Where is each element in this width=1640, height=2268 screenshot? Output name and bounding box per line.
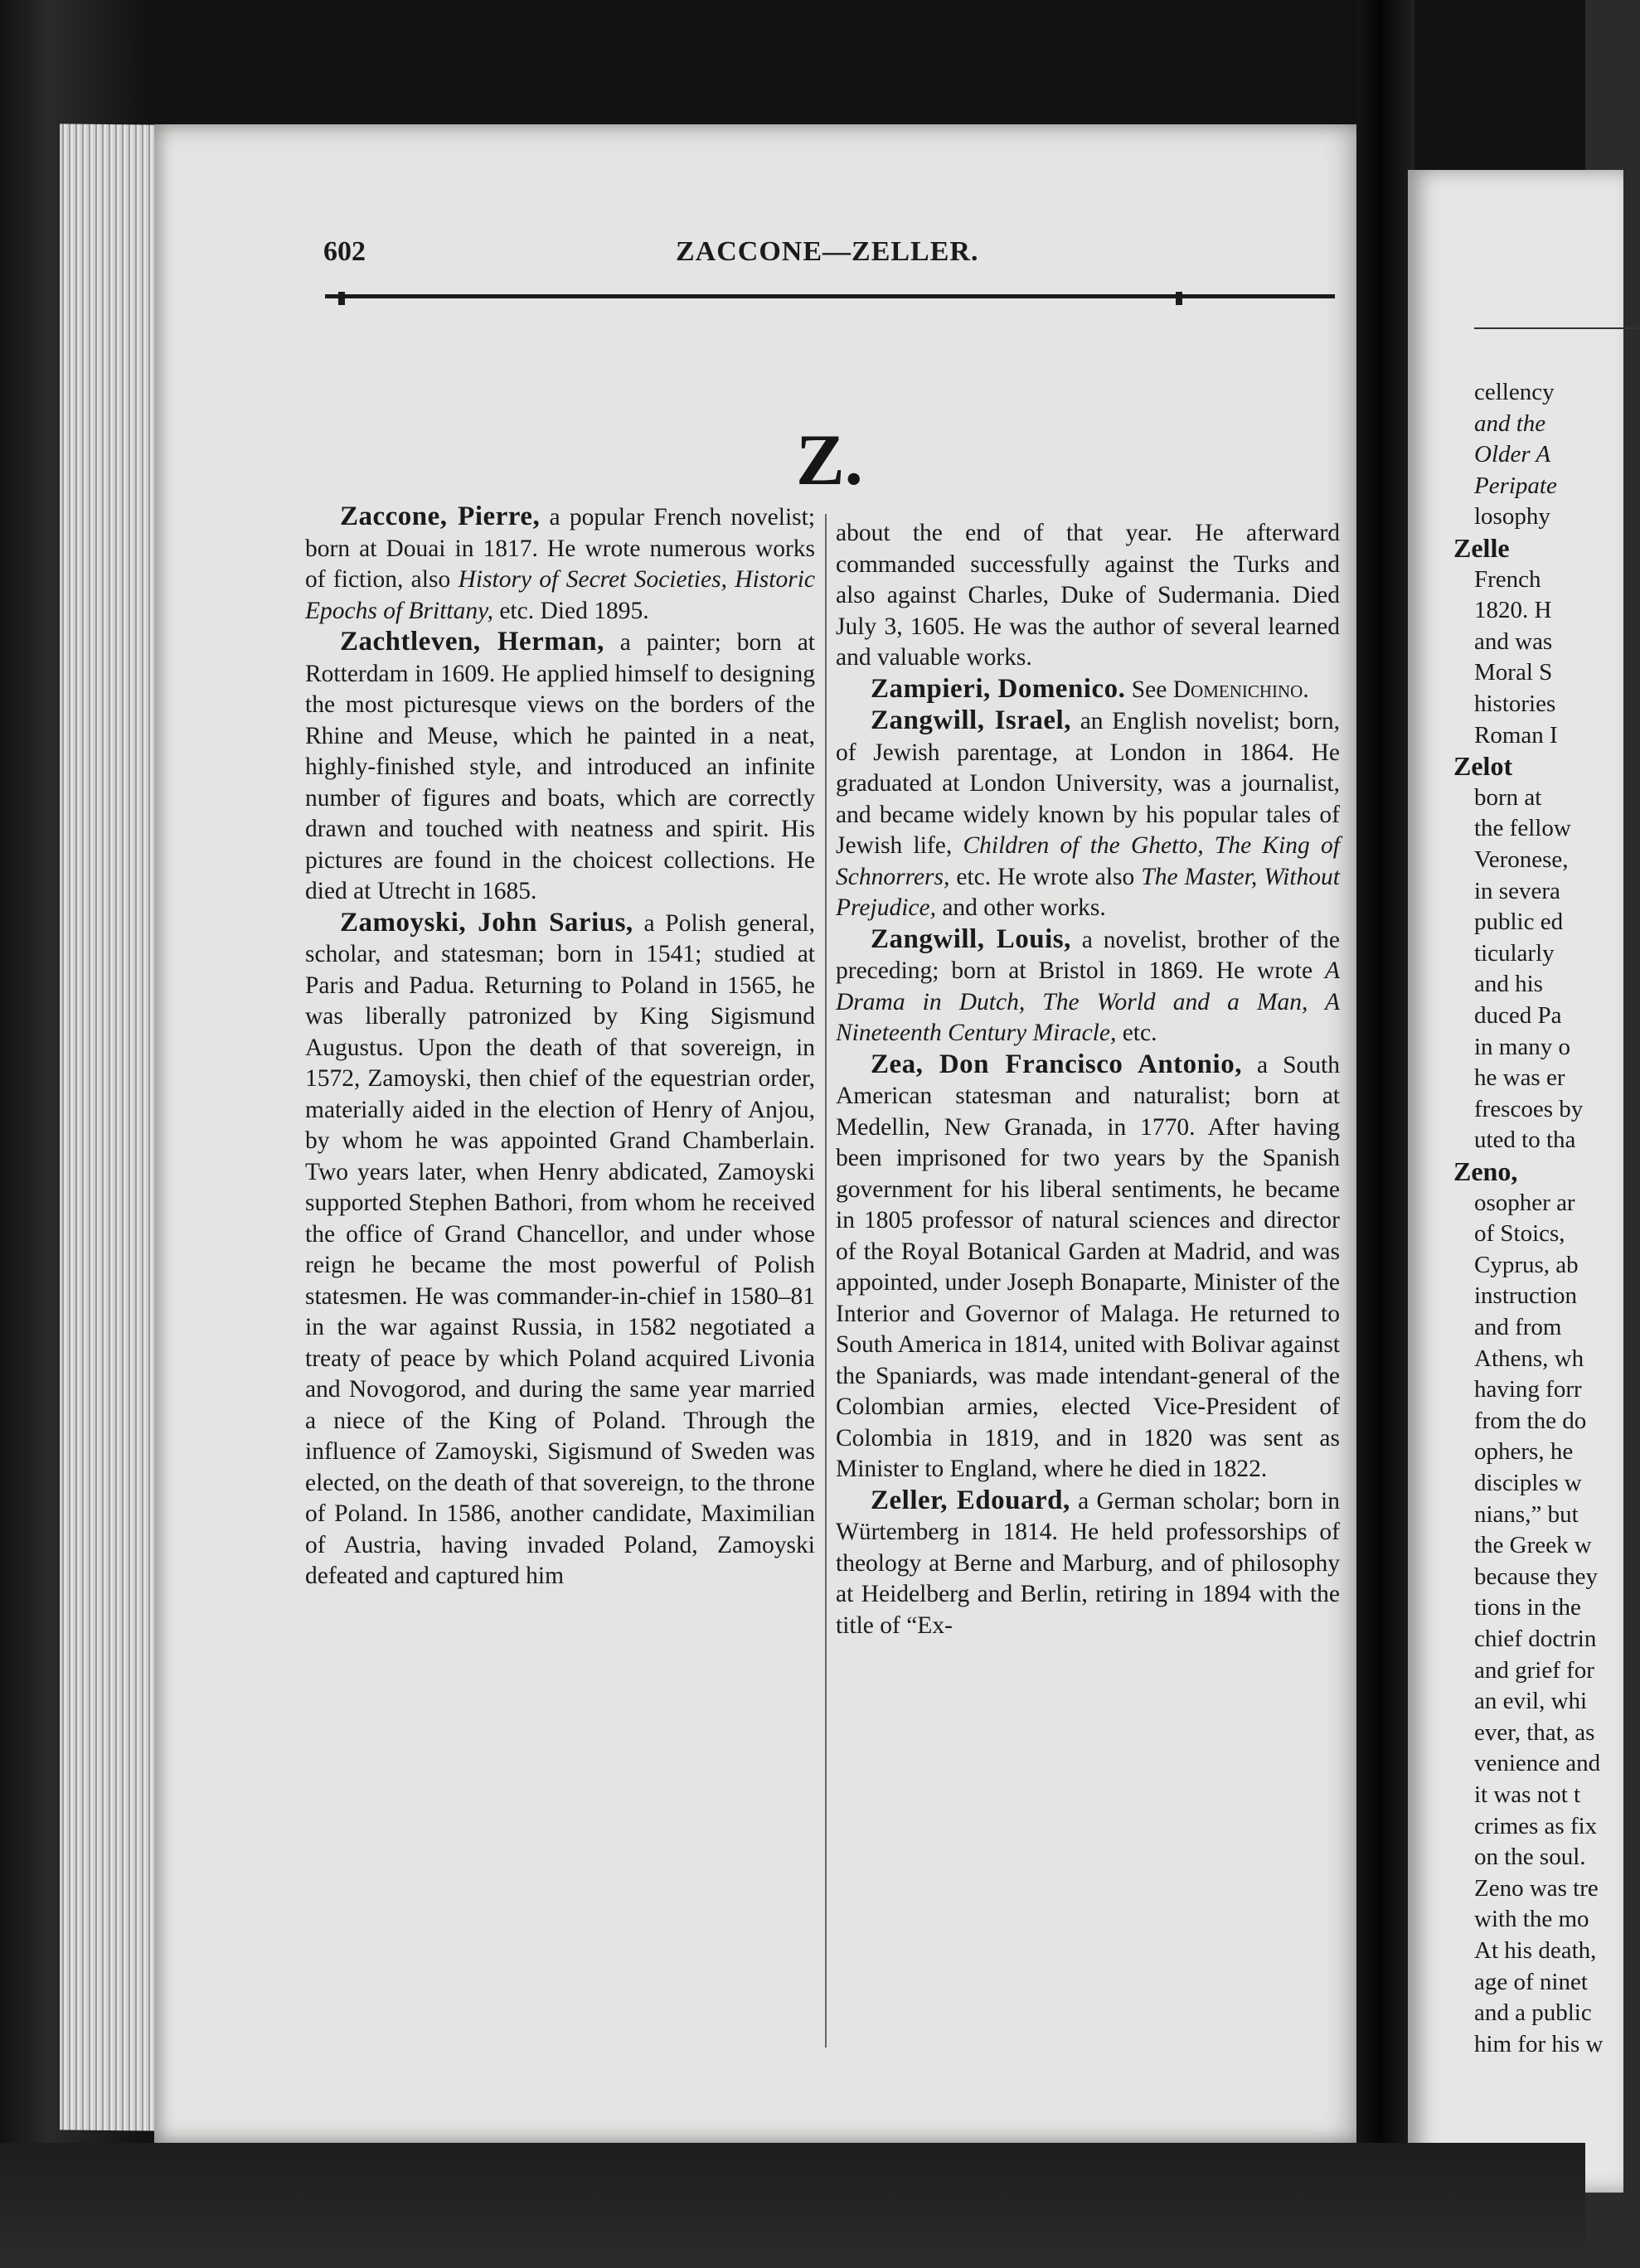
- entry-text: a painter; born at Rotterdam in 1609. He applied himself to designing the most picturesque views on the borders of the Rhine and Meuse, which he painted in a neat, highly-finished style, and introduced an infinite number of figures and boats, which are correctly drawn and touched with neatness and spirit. His pictures are found in the choicest collections. He died at Utrecht in 1685.: [305, 629, 815, 904]
- facing-page-line: frescoes by: [1474, 1095, 1584, 1122]
- facing-page-line: on the soul.: [1474, 1844, 1586, 1871]
- dictionary-entry: [836, 705, 1340, 924]
- entry-text-tail: .: [1303, 676, 1309, 703]
- facing-page-line: Cyprus, ab: [1474, 1251, 1579, 1278]
- entry-text: See: [1125, 676, 1173, 703]
- facing-page-line: losophy: [1474, 503, 1550, 531]
- dictionary-entry: [836, 1049, 1340, 1485]
- facing-page-line: Older A: [1474, 441, 1551, 468]
- facing-page-line: duced Pa: [1474, 1002, 1562, 1029]
- entry-headword: Zeller, Edouard,: [871, 1485, 1070, 1515]
- entry-text-tail: etc. Died 1895.: [492, 597, 649, 624]
- facing-page-line: Roman I: [1474, 721, 1558, 749]
- facing-page-line: venience and: [1474, 1750, 1601, 1777]
- entry-text: a novelist, brother of the preceding; born at Bristol in 1869. He wrote: [836, 926, 1340, 984]
- dictionary-entry: [305, 502, 815, 627]
- running-head: ZACCONE—ZELLER.: [676, 236, 979, 267]
- entry-text-tail: etc.: [1116, 1020, 1157, 1046]
- facing-page-line: osopher ar: [1474, 1189, 1575, 1216]
- column-divider: [825, 514, 827, 2048]
- facing-page-line: histories: [1474, 691, 1556, 717]
- entry-text: a popular French novelist; born at Douai in 1817. He wrote numerous works of fiction, also: [305, 504, 816, 593]
- facing-page-line: and the: [1474, 410, 1546, 437]
- facing-page-line: ever, that, as: [1474, 1718, 1595, 1746]
- facing-page-line: with the mo: [1474, 1906, 1589, 1933]
- facing-page-line: from the do: [1474, 1407, 1587, 1434]
- right-column-entries: [836, 674, 1340, 1642]
- facing-page-line: Zelle: [1453, 533, 1510, 563]
- entry-titles: A Drama in Dutch, The World and a Man, A Nineteenth Century Miracle,: [836, 957, 1340, 1046]
- page-edges: [60, 124, 159, 2130]
- dictionary-entry: [836, 924, 1340, 1049]
- facing-page-line: Veronese,: [1474, 846, 1569, 873]
- facing-page-line: 1820. H: [1474, 597, 1552, 624]
- facing-page-line: and was: [1474, 628, 1553, 655]
- facing-page-line: chief doctrin: [1474, 1626, 1597, 1652]
- facing-page-line: and his: [1474, 971, 1543, 998]
- facing-page-line: ticularly: [1474, 939, 1555, 967]
- entry-headword: Zaccone, Pierre,: [340, 502, 541, 531]
- dictionary-entry: [836, 1485, 1340, 1642]
- entry-headword: Zamoyski, John Sarius,: [340, 907, 633, 938]
- facing-page-line: Peripate: [1474, 472, 1557, 499]
- facing-page-line: nians,” but: [1474, 1500, 1579, 1528]
- facing-page-line: he was er: [1474, 1064, 1565, 1092]
- page-header: [323, 236, 1335, 278]
- scan-bottom-shadow: [0, 2143, 1585, 2268]
- dictionary-entry: [305, 627, 815, 908]
- rule-mark-left: [338, 292, 345, 305]
- facing-page-line: Athens, wh: [1474, 1345, 1584, 1372]
- entry-headword: Zangwill, Israel,: [871, 705, 1071, 735]
- facing-page-line: an evil, whi: [1474, 1688, 1588, 1715]
- dictionary-entry: [305, 908, 815, 1592]
- facing-page-line: having forr: [1474, 1376, 1582, 1403]
- header-rule: [325, 294, 1335, 298]
- entry-text: a German scholar; born in Würtemberg in 1814. He held professorships of theology at Berne and Marburg, and of philosophy at Heidelberg and Berlin, retiring in 1894 with the title of “Ex-: [836, 1487, 1340, 1639]
- page-number: 602: [323, 236, 366, 267]
- entry-text-tail: etc. He wrote also: [949, 863, 1142, 890]
- dictionary-entry: [836, 674, 1340, 706]
- facing-page-line: At his death,: [1474, 1937, 1597, 1964]
- continued-entry-text: about the end of that year. He afterward commanded successfully against the Turks and also against Charles, Duke of Sudermania. Died July 3, 1605. He was the author of several learned and valuable works.: [836, 520, 1340, 671]
- entry-headword: Zea, Don Francisco Antonio,: [871, 1049, 1242, 1079]
- left-column: [305, 502, 815, 1592]
- facing-page-line: age of ninet: [1474, 1968, 1588, 1995]
- facing-page-rule: [1474, 327, 1640, 329]
- facing-page-line: because they: [1474, 1563, 1598, 1590]
- facing-page-line: the Greek w: [1474, 1532, 1592, 1559]
- facing-page-line: and a public: [1474, 1999, 1592, 2027]
- rule-mark-right: [1176, 292, 1182, 305]
- facing-page-line: instruction: [1474, 1282, 1578, 1310]
- section-letter: Z.: [796, 420, 863, 501]
- entry-text: a Polish general, scholar, and statesman; born in 1541; studied at Paris and Padua. Returning to Poland in 1565, he was liberally patronized by King Sigismund Augustus. Upon the death of that sovereign, in 1572, Zamoyski, then chief of the equestrian order, materially aided in the election of Henry of Anjou, by whom he was appointed Grand Chamberlain. Two years later, when Henry abdicated, Zamoyski supported Stephen Bathori, from whom he received the office of Grand Chancellor, and under whose reign he became the most powerful of Polish statesmen. He was commander-in-chief in 1580–81 in the war against Russia, in 1582 negotiated a treaty of peace by which Poland acquired Livonia and Novogorod, and during the same year married a niece of the King of Poland. Through the influence of Zamoyski, Sigismund of Sweden was elected, on the death of that sovereign, to the throne of Poland. In 1586, another candidate, Maximilian of Austria, having invaded Poland, Zamoyski defeated and captured him: [305, 909, 815, 1589]
- facing-page-line: him for his w: [1474, 2030, 1604, 2057]
- facing-page-line: in many o: [1474, 1033, 1570, 1060]
- entry-headword: Zachtleven, Herman,: [340, 627, 604, 657]
- entry-text: an English novelist; born, of Jewish parentage, at London in 1864. He graduated at London University, was a journalist, and became widely known by his popular tales of Jewish life,: [836, 708, 1340, 859]
- facing-page-line: born at: [1474, 783, 1542, 811]
- facing-page-line: tions in the: [1474, 1594, 1581, 1621]
- facing-page-line: crimes as fix: [1474, 1812, 1598, 1839]
- facing-page-line: French: [1474, 565, 1541, 593]
- facing-page-line: the fellow: [1474, 815, 1571, 842]
- facing-page-line: Moral S: [1474, 659, 1553, 686]
- facing-page-line: disciples w: [1474, 1470, 1582, 1496]
- facing-page-line: it was not t: [1474, 1781, 1581, 1808]
- entry-headword: Zampieri, Domenico.: [871, 673, 1126, 704]
- facing-page-line: ophers, he: [1474, 1438, 1574, 1466]
- facing-page-line: and from: [1474, 1314, 1562, 1340]
- facing-page-line: public ed: [1474, 909, 1564, 936]
- entry-titles: The Master, Without Prejudice,: [836, 863, 1341, 921]
- facing-page-line: of Stoics,: [1474, 1220, 1565, 1248]
- facing-page-line: and grief for: [1474, 1656, 1594, 1684]
- facing-page-line: uted to tha: [1474, 1127, 1576, 1154]
- entry-headword: Zangwill, Louis,: [871, 923, 1071, 954]
- facing-page-line: Zeno,: [1453, 1156, 1518, 1186]
- entry-cross-reference: Domenichino: [1172, 676, 1303, 703]
- right-column: [836, 518, 1340, 1641]
- facing-page-line: Zeno was tre: [1474, 1874, 1599, 1902]
- facing-page-fragment: [1408, 170, 1623, 2193]
- entry-text: a South American statesman and naturalist; born at Medellin, New Granada, in 1770. After having been imprisoned for two years by the Spanish government for his liberal sentiments, he became in 1805 professor of natural sciences and director of the Royal Botanical Garden at Madrid, and was appointed, under Joseph Bonaparte, Minister of the Interior and Governor of Malaga. He returned to South America in 1814, united with Bolivar against the Spaniards, was made intendant-general of the Colombian armies, elected Vice-President of Colombia in 1819, and in 1820 was sent as Minister to England, where he died in 1822.: [836, 1051, 1340, 1482]
- entry-titles: Children of the Ghetto, The King of Schnorrers,: [836, 832, 1340, 890]
- facing-page-line: cellency: [1474, 379, 1555, 405]
- entry-titles: History of Secret Societies, Historic Epochs of Brittany,: [305, 566, 815, 624]
- entry-text-tail: and other works.: [935, 894, 1106, 921]
- book-gutter: [1356, 0, 1414, 2268]
- facing-page-line: Zelot: [1453, 751, 1513, 782]
- facing-page-line: in severa: [1474, 877, 1560, 904]
